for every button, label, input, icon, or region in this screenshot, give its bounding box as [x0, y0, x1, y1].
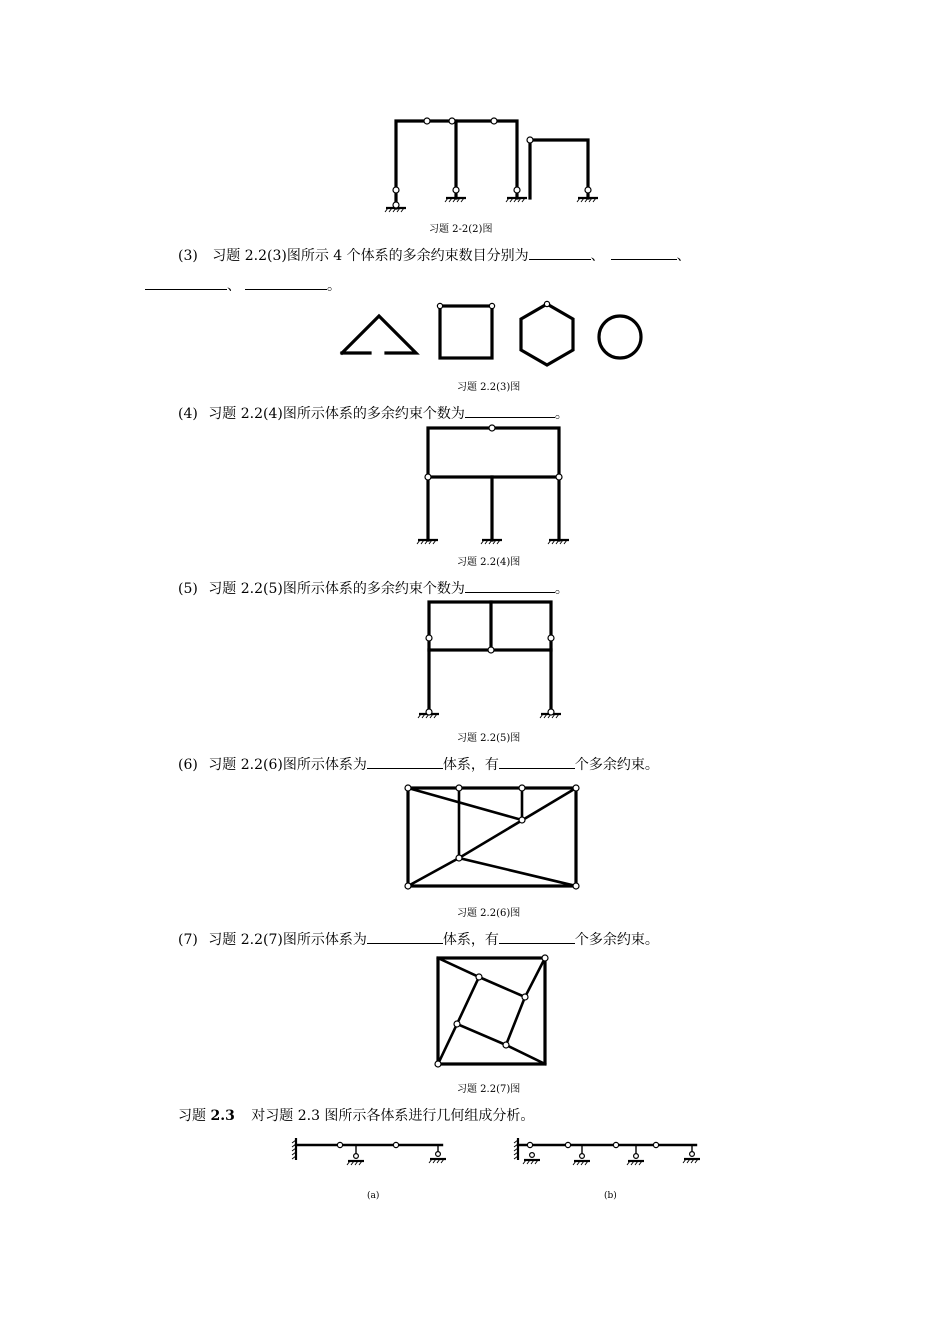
- figure-2-2-6: [400, 780, 590, 895]
- separator: 、: [676, 248, 691, 264]
- question-7-text: 习题 2.2(7)图所示体系为: [208, 932, 367, 948]
- answer-blank-7a[interactable]: [367, 930, 443, 944]
- exercise-number: 2.3: [210, 1108, 235, 1124]
- exercise-2-3: [178, 1107, 534, 1125]
- answer-blank-4[interactable]: [465, 404, 555, 418]
- exercise-label: 习题: [178, 1108, 206, 1124]
- question-3-line2: [145, 276, 341, 295]
- answer-blank-3b[interactable]: [611, 246, 677, 260]
- figure-2-2-2: [380, 112, 610, 217]
- figure-2-2-5: [415, 598, 575, 724]
- caption-2-2-3: 习题 2.2(3)图: [457, 382, 521, 393]
- question-5: [178, 579, 569, 598]
- caption-2-2-4: 习题 2.2(4)图: [457, 557, 521, 568]
- caption-2-2-2: 习题 2-2(2)图: [429, 224, 493, 235]
- caption-2-3-b: (b): [604, 1191, 617, 1201]
- question-3-text: 习题 2.2(3)图所示 4 个体系的多余约束数目分别为: [212, 248, 529, 264]
- answer-blank-5[interactable]: [465, 579, 555, 593]
- figure-2-2-3: [330, 298, 650, 368]
- question-6-text: 习题 2.2(6)图所示体系为: [208, 757, 367, 773]
- caption-2-3-a: (a): [367, 1191, 380, 1201]
- period: 。: [327, 278, 341, 294]
- question-3-number: (3): [178, 248, 198, 264]
- question-4-number: (4): [178, 406, 198, 422]
- answer-blank-3d[interactable]: [245, 276, 327, 290]
- answer-blank-6b[interactable]: [499, 755, 575, 769]
- caption-2-2-5: 习题 2.2(5)图: [457, 733, 521, 744]
- question-3-line1: [178, 246, 691, 265]
- figure-2-3-a: [288, 1134, 458, 1174]
- caption-2-2-7: 习题 2.2(7)图: [457, 1084, 521, 1095]
- separator: 、: [590, 248, 605, 264]
- question-7-number: (7): [178, 932, 198, 948]
- question-4-text: 习题 2.2(4)图所示体系的多余约束个数为: [208, 406, 465, 422]
- question-7: [178, 930, 659, 949]
- question-5-number: (5): [178, 581, 198, 597]
- answer-blank-3c[interactable]: [145, 276, 227, 290]
- exercise-text: 对习题 2.3 图所示各体系进行几何组成分析。: [251, 1108, 535, 1124]
- figure-2-3-b: [510, 1134, 710, 1174]
- figure-2-2-7: [430, 950, 555, 1070]
- question-6-mid: 体系，有: [442, 757, 499, 773]
- question-7-end: 个多余约束。: [574, 932, 659, 948]
- question-6: [178, 755, 659, 774]
- answer-blank-3a[interactable]: [529, 246, 591, 260]
- separator: 、: [227, 278, 241, 294]
- period: 。: [554, 581, 569, 597]
- answer-blank-7b[interactable]: [499, 930, 575, 944]
- question-5-text: 习题 2.2(5)图所示体系的多余约束个数为: [208, 581, 465, 597]
- period: 。: [554, 406, 569, 422]
- question-6-number: (6): [178, 757, 198, 773]
- caption-2-2-6: 习题 2.2(6)图: [457, 908, 521, 919]
- figure-2-2-4: [415, 422, 575, 552]
- question-7-mid: 体系，有: [442, 932, 499, 948]
- answer-blank-6a[interactable]: [367, 755, 443, 769]
- question-6-end: 个多余约束。: [574, 757, 659, 773]
- question-4: [178, 404, 569, 423]
